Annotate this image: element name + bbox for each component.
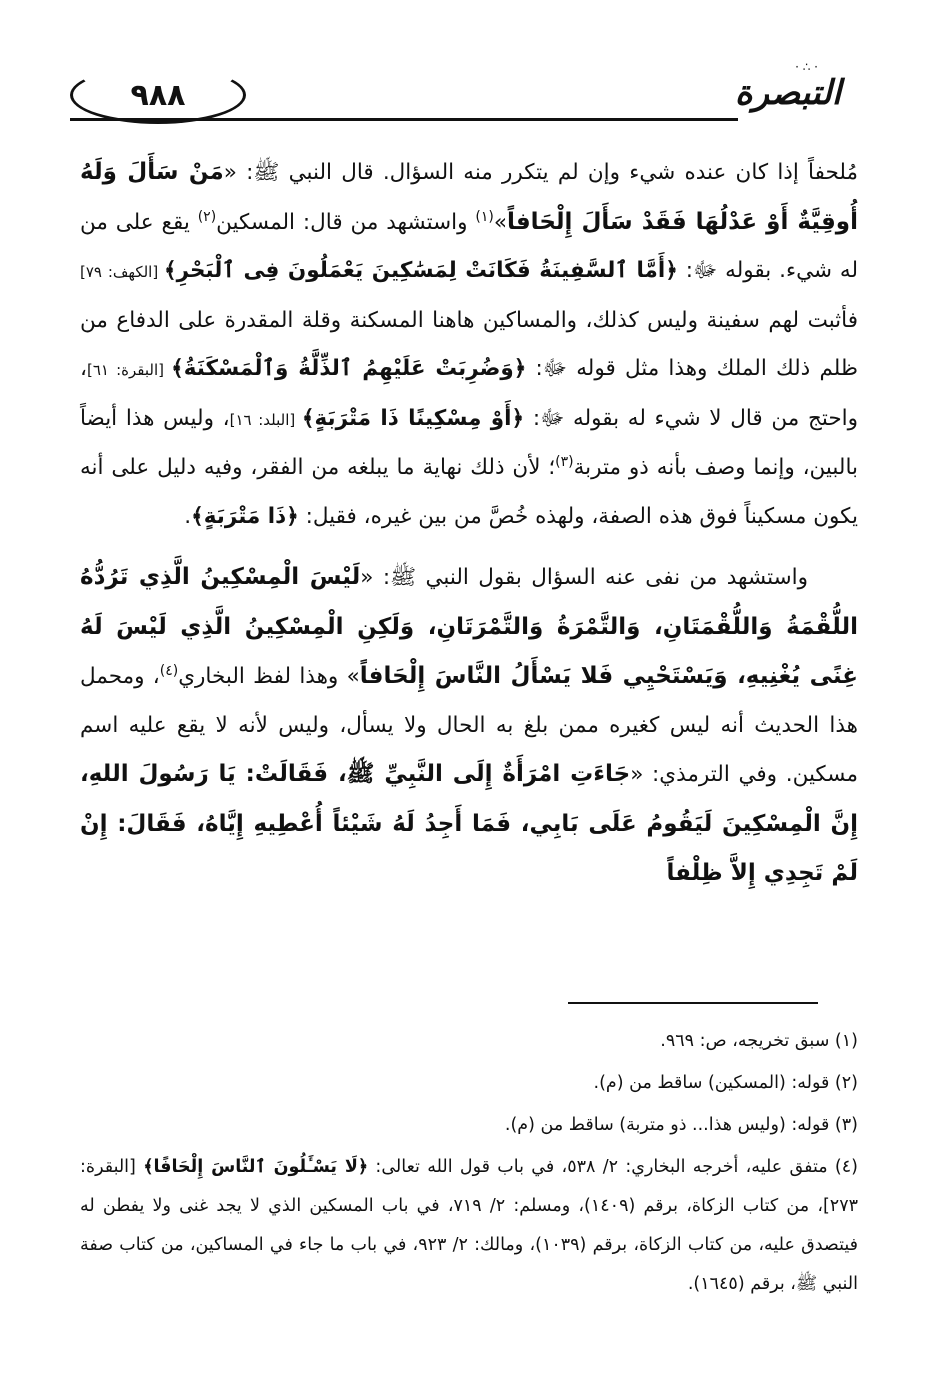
quran-verse: ﴿ذَا مَتْرَبَةٍ﴾ [191, 503, 299, 529]
footnote-marker[interactable]: (٢) [197, 208, 217, 225]
text-span: واستشهد من قال: المسكين [216, 209, 476, 235]
text-span: فأثبت لهم سفينة وليس كذلك، والمساكين هاهنا المسكنة وقلة المقدرة على الدفاع من ظلم ذلك الملك وهذا مثل قوله ﷻ: [80, 307, 858, 381]
footnote-marker[interactable]: (٤) [159, 662, 179, 679]
footnote-2: (٢) قوله: (المسكين) ساقط من (م). [593, 1073, 858, 1093]
hadith-quote: لَيْسَ الْمِسْكِينُ الَّذِي تَرُدُّهُ اللُّقْمَةُ وَاللُّقْمَتَانِ، وَالتَّمْرَةُ وَالتَّمْرَتَانِ، وَلَكِنِ الْمِسْكِينُ الَّذِي لَيْسَ لَهُ غِنًى يُغْنِيهِ، وَيَسْتَحْيِي فَلا يَسْأَلُ النَّاسَ إِلْحَافاً [80, 564, 859, 689]
book-title: التبصرة [734, 73, 842, 113]
footnote-3: (٣) قوله: (وليس هذا... ذو متربة) ساقط من (م). [504, 1115, 858, 1135]
page-header [70, 58, 858, 128]
page-number: ٩٨٨ [70, 66, 246, 124]
quran-verse: ﴿أَوْ مِسْكِينًا ذَا مَتْرَبَةٍ﴾ [301, 405, 525, 431]
hadith-quote: جَاءَتِ امْرَأَةٌ إِلَى النَّبِيِّ ﷺ، فَقَالَتْ: يَا رَسُولَ اللهِ، إِنَّ الْمِسْكِينَ لَيَقُومُ عَلَى بَابِي، فَمَا أَجِدُ لَهُ شَيْئاً أُعْطِيهِ إِيَّاهُ، فَقَالَ: إِنْ لَمْ تَجِدِي إِلاَّ ظِلْفاً [80, 761, 858, 886]
text-span: » وهذا لفظ البخاري [178, 664, 360, 689]
footnotes [80, 1022, 858, 1304]
text-span: واستشهد من نفى عنه السؤال بقول النبي ﷺ: « [360, 565, 809, 590]
text-span: . [184, 503, 192, 529]
title-ornament-icon: · ∴ · [795, 60, 818, 74]
footnote-marker[interactable]: (٣) [555, 453, 574, 470]
footnote-marker[interactable]: (١) [475, 208, 494, 225]
text-span: مُلحفاً إذا كان عنده شيء وإن لم يتكرر منه السؤال. قال النبي ﷺ: « [223, 160, 859, 185]
footnote-1: (١) سبق تخريجه، ص: ٩٦٩. [660, 1031, 858, 1051]
verse-reference: [الكهف: ٧٩] [80, 263, 165, 281]
verse-reference: [البلد: ١٦] [229, 410, 302, 429]
text-span: يقع على من له شيء. بقوله ﷻ: [80, 209, 858, 283]
text-span: ؛ لأن ذلك نهاية ما يبلغه من الفقر، وفيه دليل على أنه يكون مسكيناً فوق هذه الصفة، ولهذه خُصَّ من بين غيره، فقيل: [80, 455, 858, 529]
main-text [80, 148, 858, 899]
paragraph-2 [80, 553, 858, 899]
footnote-4 [80, 1148, 858, 1304]
text-span: (٤) متفق عليه، أخرجه البخاري: ٢/ ٥٣٨، في باب قول الله تعالى: [368, 1157, 858, 1177]
text-span: ، وليس هذا أيضاً بالبين، وإنما وصف بأنه ذو متربة [80, 405, 858, 480]
hadith-quote: مَنْ سَأَلَ وَلَهُ أُوقِيَّةٌ أَوْ عَدْلُهَا فَقَدْ سَأَلَ إِلْحَافاً [80, 159, 858, 235]
footnote-separator [568, 1002, 818, 1004]
text-span: ، واحتج من قال لا شيء له بقوله ﷻ: [80, 356, 858, 431]
quran-verse: ﴿أَمَّا ٱلسَّفِينَةُ فَكَانَتْ لِمَسَٰكِينَ يَعْمَلُونَ فِى ٱلْبَحْرِ﴾ [164, 258, 678, 283]
text-span: [البقرة: ٢٧٣]، من كتاب الزكاة، برقم (١٤٠٩)، ومسلم: ٢/ ٧١٩، في باب المسكين الذي لا يجد غنى ولا يفطن له فيتصدق عليه، من كتاب الزكاة، برقم (١٠٣٩)، ومالك: ٢/ ٩٢٣، في باب ما جاء في المساكين، من كتاب صفة النبي ﷺ، برقم (١٦٤٥). [80, 1157, 858, 1294]
verse-reference: [البقرة: ٦١] [86, 361, 172, 379]
quran-verse: ﴿وَضُرِبَتْ عَلَيْهِمُ ٱلذِّلَّةُ وَٱلْمَسْكَنَةُ﴾ [171, 356, 527, 381]
text-span: ، ومحمل هذا الحديث أنه ليس كغيره ممن بلغ به الحال ولا يسأل، وليس لأنه لا يقع عليه اسم مسكين. وفي الترمذي: « [80, 664, 858, 787]
text-span: » [493, 209, 507, 235]
paragraph-1 [80, 148, 858, 541]
quran-verse: ﴿لَا يَسْـَٔلُونَ ٱلنَّاسَ إِلْحَافًا﴾ [143, 1157, 369, 1177]
